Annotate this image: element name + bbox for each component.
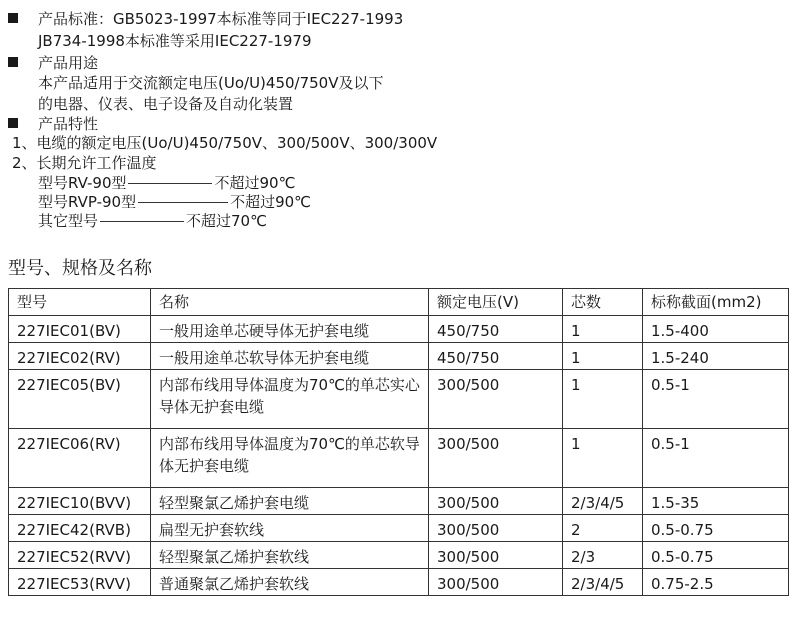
cell-cores: 2/3/4/5 (563, 569, 643, 596)
table-header-row (9, 289, 789, 316)
leader-line (128, 183, 212, 184)
cell-name: 内部布线用导体温度为70℃的单芯软导体无护套电缆 (151, 429, 429, 488)
temp-row-other (38, 212, 267, 230)
cell-section: 0.5-1 (643, 370, 789, 429)
cell-name: 轻型聚氯乙烯护套软线 (151, 542, 429, 569)
cell-section: 0.5-0.75 (643, 542, 789, 569)
header-voltage: 额定电压(V) (429, 289, 563, 316)
table-row (9, 316, 789, 343)
table-row (9, 370, 789, 429)
cell-cores: 1 (563, 429, 643, 488)
cell-name: 一般用途单芯软导体无护套电缆 (151, 343, 429, 370)
bullet-usage (8, 57, 18, 67)
cell-name: 内部布线用导体温度为70℃的单芯实心导体无护套电缆 (151, 370, 429, 429)
cell-section: 1.5-35 (643, 488, 789, 515)
cell-name: 轻型聚氯乙烯护套电缆 (151, 488, 429, 515)
usage-line-2: 的电器、仪表、电子设备及自动化装置 (38, 95, 294, 113)
table-row (9, 569, 789, 596)
bullet-features (8, 118, 18, 128)
cell-voltage: 300/500 (429, 569, 563, 596)
cell-voltage: 300/500 (429, 370, 563, 429)
cell-section: 0.5-0.75 (643, 515, 789, 542)
cell-model: 227IEC06(RV) (9, 429, 151, 488)
standard-line-2: JB734-1998本标准等采用IEC227-1979 (38, 32, 312, 50)
cell-section: 1.5-240 (643, 343, 789, 370)
feature-voltage: 1、电缆的额定电压(Uo/U)450/750V、300/500V、300/300V (12, 134, 438, 152)
cell-model: 227IEC02(RV) (9, 343, 151, 370)
table-row (9, 515, 789, 542)
header-section: 标称截面(mm2) (643, 289, 789, 316)
cell-voltage: 300/500 (429, 429, 563, 488)
cell-cores: 1 (563, 370, 643, 429)
features-title: 产品特性 (38, 115, 99, 133)
cell-cores: 1 (563, 343, 643, 370)
header-model: 型号 (9, 289, 151, 316)
cell-voltage: 300/500 (429, 488, 563, 515)
temp-limit: 不超过90℃ (230, 193, 312, 211)
usage-line-1: 本产品适用于交流额定电压(Uo/U)450/750V及以下 (38, 74, 384, 92)
temp-row-rvp90 (38, 193, 311, 211)
standard-title: 产品标准：GB5023-1997本标准等同于IEC227-1993 (38, 10, 404, 28)
table-row (9, 343, 789, 370)
cell-model: 227IEC52(RVV) (9, 542, 151, 569)
temp-row-rv90 (38, 174, 295, 192)
cell-cores: 2/3 (563, 542, 643, 569)
temp-model: 型号RVP-90型 (38, 193, 137, 211)
temp-model: 型号RV-90型 (38, 174, 127, 192)
cell-model: 227IEC01(BV) (9, 316, 151, 343)
cell-voltage: 450/750 (429, 316, 563, 343)
bullet-standard (8, 13, 18, 23)
temp-model: 其它型号 (38, 212, 99, 230)
cell-model: 227IEC42(RVB) (9, 515, 151, 542)
temp-limit: 不超过90℃ (214, 174, 296, 192)
leader-line (138, 202, 228, 203)
cell-voltage: 450/750 (429, 343, 563, 370)
temp-limit: 不超过70℃ (186, 212, 267, 230)
table-row (9, 542, 789, 569)
cell-model: 227IEC53(RVV) (9, 569, 151, 596)
section-title: 型号、规格及名称 (8, 258, 152, 279)
usage-title: 产品用途 (38, 54, 99, 72)
feature-temperature: 2、长期允许工作温度 (12, 154, 157, 172)
cell-voltage: 300/500 (429, 542, 563, 569)
cell-section: 0.75-2.5 (643, 569, 789, 596)
table-row (9, 429, 789, 488)
cell-cores: 1 (563, 316, 643, 343)
cell-name: 普通聚氯乙烯护套软线 (151, 569, 429, 596)
cell-voltage: 300/500 (429, 515, 563, 542)
cell-model: 227IEC10(BVV) (9, 488, 151, 515)
cell-name: 扁型无护套软线 (151, 515, 429, 542)
cell-section: 1.5-400 (643, 316, 789, 343)
cell-cores: 2/3/4/5 (563, 488, 643, 515)
cell-cores: 2 (563, 515, 643, 542)
cell-section: 0.5-1 (643, 429, 789, 488)
leader-line (100, 221, 184, 222)
header-name: 名称 (151, 289, 429, 316)
spec-table (8, 288, 789, 596)
cell-model: 227IEC05(BV) (9, 370, 151, 429)
cell-name: 一般用途单芯硬导体无护套电缆 (151, 316, 429, 343)
header-cores: 芯数 (563, 289, 643, 316)
table-row (9, 488, 789, 515)
